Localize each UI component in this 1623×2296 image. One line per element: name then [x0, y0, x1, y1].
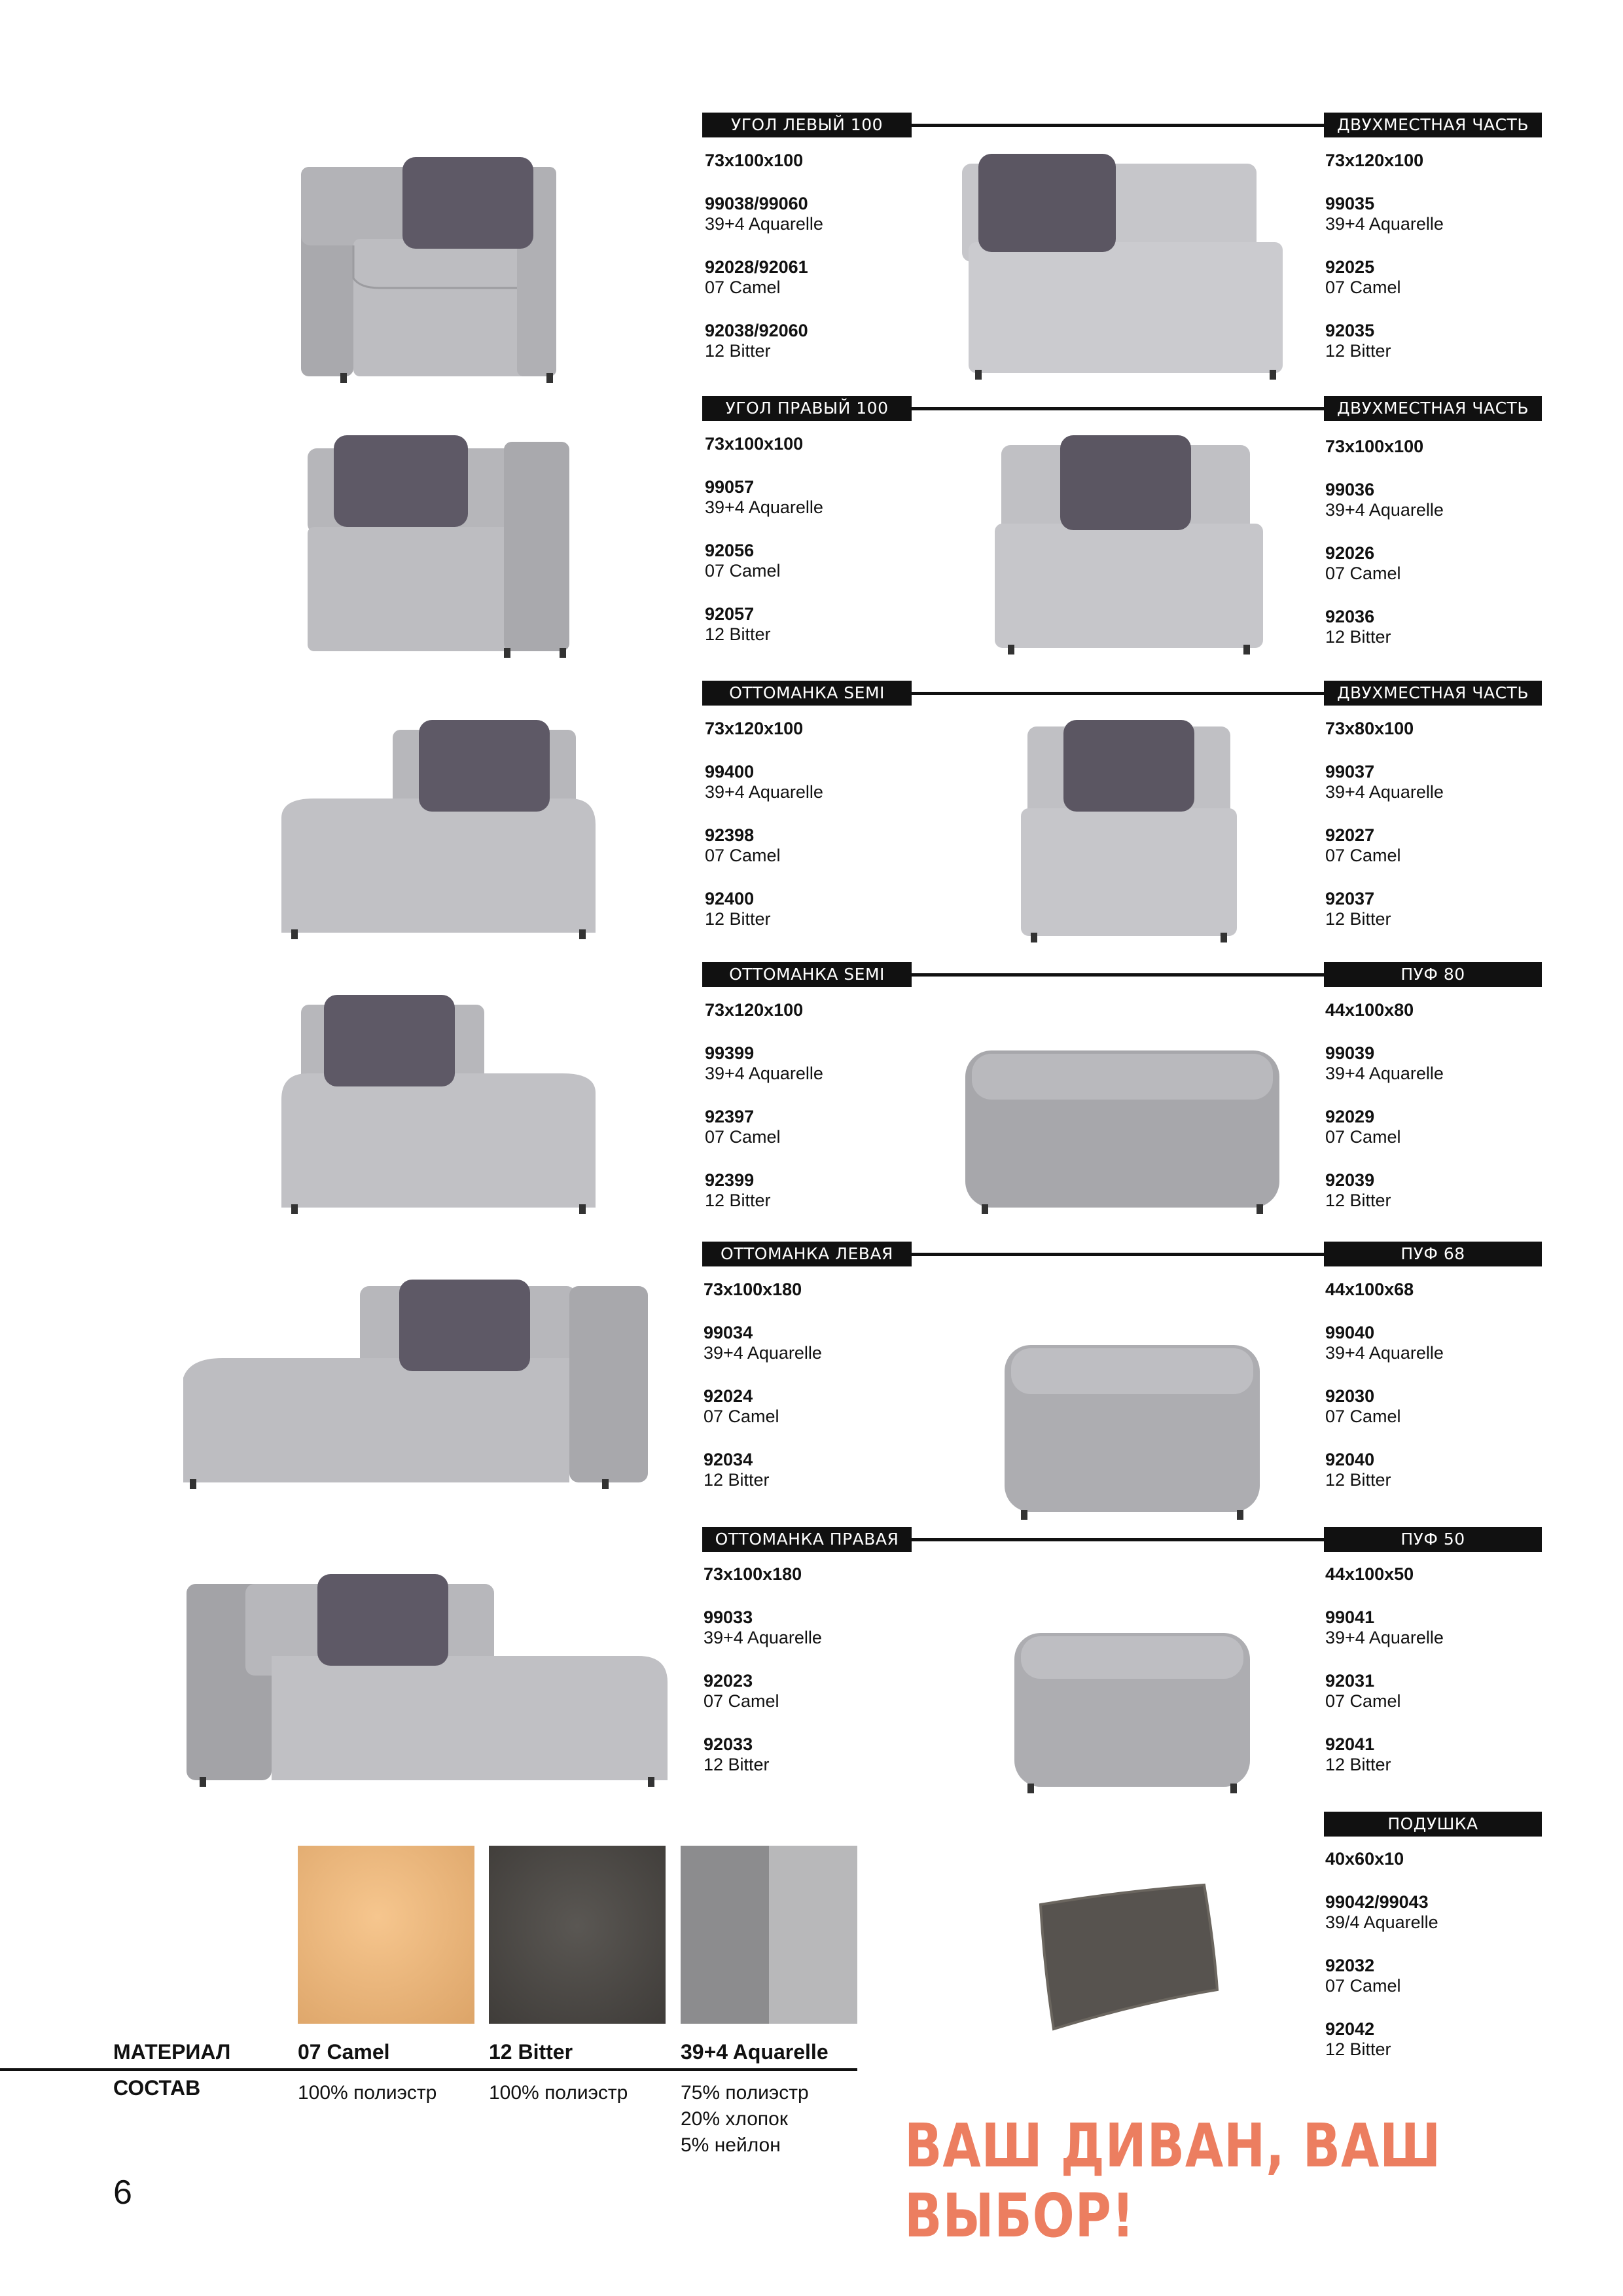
pouf-80-image — [962, 1044, 1283, 1221]
page-number: 6 — [113, 2174, 132, 2212]
fabric-name: 07 Camel — [705, 1127, 781, 1147]
fabric-name: 12 Bitter — [704, 1470, 770, 1490]
composition-aquarelle — [681, 2080, 809, 2159]
fabric-name: 39+4 Aquarelle — [705, 782, 823, 802]
two-seat-80-image — [1014, 717, 1243, 946]
article-code: 92032 — [1325, 1956, 1375, 1975]
article-code: 92037 — [1325, 889, 1375, 908]
article-code: 92035 — [1325, 321, 1375, 340]
spec-block — [1325, 151, 1444, 361]
header-rule — [912, 1538, 1324, 1541]
fabric-name: 39+4 Aquarelle — [1325, 1628, 1444, 1647]
two-seat-120-image — [962, 151, 1302, 386]
dimensions: 73x100x180 — [704, 1280, 802, 1299]
spec-block — [1325, 1280, 1444, 1490]
product-title: ДВУХМЕСТНАЯ ЧАСТЬ 100 — [1324, 396, 1542, 421]
material-name: 12 Bitter — [489, 2040, 573, 2064]
product-title: ДВУХМЕСТНАЯ ЧАСТЬ 120 — [1324, 113, 1542, 137]
article-code: 92023 — [704, 1671, 753, 1691]
article-code: 99057 — [705, 477, 755, 497]
article-code: 99034 — [704, 1323, 753, 1342]
fabric-name: 07 Camel — [704, 1691, 779, 1711]
product-title: ОТТОМАНКА ЛЕВАЯ — [702, 1242, 912, 1266]
dimensions: 44x100x80 — [1325, 1000, 1414, 1020]
dimensions: 44x100x68 — [1325, 1280, 1414, 1299]
pouf-50-image — [1011, 1630, 1253, 1800]
composition-label: СОСТАВ — [113, 2076, 201, 2100]
pillow-image — [1027, 1872, 1224, 2042]
fabric-name: 39+4 Aquarelle — [1325, 1064, 1444, 1083]
fabric-name: 12 Bitter — [1325, 627, 1391, 647]
spec-block — [705, 434, 823, 645]
fabric-name: 39+4 Aquarelle — [705, 497, 823, 517]
composition-line: 75% полиэстр — [681, 2082, 809, 2104]
spec-block — [1325, 719, 1444, 929]
ottoman-left-image — [177, 1280, 668, 1502]
article-code: 92024 — [704, 1386, 753, 1406]
composition-line: 100% полиэстр — [489, 2082, 628, 2104]
dimensions: 40x60x10 — [1325, 1849, 1404, 1869]
material-name: 39+4 Aquarelle — [681, 2040, 829, 2064]
article-code: 92036 — [1325, 607, 1375, 626]
article-code: 92400 — [705, 889, 755, 908]
spec-block — [1325, 1000, 1444, 1211]
fabric-name: 39+4 Aquarelle — [1325, 214, 1444, 234]
fabric-name: 07 Camel — [705, 561, 781, 581]
spec-block — [1325, 1849, 1438, 2060]
swatch-bitter — [489, 1846, 666, 2024]
article-code: 92038/92060 — [705, 321, 808, 340]
material-name: 07 Camel — [298, 2040, 390, 2064]
article-code: 99038/99060 — [705, 194, 808, 213]
fabric-name: 12 Bitter — [1325, 341, 1391, 361]
pouf-68-image — [1001, 1338, 1263, 1528]
article-code: 99039 — [1325, 1043, 1375, 1063]
article-code: 92031 — [1325, 1671, 1375, 1691]
fabric-name: 39+4 Aquarelle — [1325, 500, 1444, 520]
dimensions: 73x100x100 — [705, 434, 804, 454]
materials-rule — [0, 2068, 857, 2071]
material-label: МАТЕРИАЛ — [113, 2040, 231, 2064]
dimensions: 44x100x50 — [1325, 1564, 1414, 1584]
product-title: ДВУХМЕСТНАЯ ЧАСТЬ 80 — [1324, 681, 1542, 706]
fabric-name: 07 Camel — [1325, 278, 1401, 297]
dimensions: 73x100x100 — [1325, 437, 1424, 456]
article-code: 92034 — [704, 1450, 753, 1469]
fabric-name: 07 Camel — [1325, 846, 1401, 865]
spec-block — [1325, 1564, 1444, 1775]
article-code: 92029 — [1325, 1107, 1375, 1126]
fabric-name: 07 Camel — [1325, 1691, 1401, 1711]
fabric-name: 39+4 Aquarelle — [1325, 1343, 1444, 1363]
fabric-name: 12 Bitter — [705, 624, 771, 644]
fabric-name: 39/4 Aquarelle — [1325, 1912, 1438, 1932]
article-code: 92026 — [1325, 543, 1375, 563]
article-code: 92397 — [705, 1107, 755, 1126]
article-code: 99036 — [1325, 480, 1375, 499]
article-code: 92056 — [705, 541, 755, 560]
article-code: 99400 — [705, 762, 755, 781]
composition-line: 100% полиэстр — [298, 2082, 437, 2104]
spec-block — [705, 719, 823, 929]
fabric-name: 07 Camel — [704, 1407, 779, 1426]
fabric-name: 12 Bitter — [1325, 1191, 1391, 1210]
article-code: 92042 — [1325, 2019, 1375, 2039]
article-code: 92028/92061 — [705, 257, 808, 277]
fabric-name: 39+4 Aquarelle — [704, 1343, 822, 1363]
article-code: 92025 — [1325, 257, 1375, 277]
article-code: 99033 — [704, 1607, 753, 1627]
corner-right-image — [294, 429, 576, 664]
fabric-name: 07 Camel — [1325, 1127, 1401, 1147]
fabric-name: 39+4 Aquarelle — [704, 1628, 822, 1647]
article-code: 99399 — [705, 1043, 755, 1063]
composition-line: 5% нейлон — [681, 2134, 781, 2156]
header-rule — [912, 692, 1324, 695]
article-code: 92039 — [1325, 1170, 1375, 1190]
fabric-name: 12 Bitter — [705, 909, 771, 929]
article-code: 99037 — [1325, 762, 1375, 781]
two-seat-100-image — [988, 432, 1270, 658]
article-code: 92399 — [705, 1170, 755, 1190]
article-code: 92033 — [704, 1734, 753, 1754]
product-title: ОТТОМАНКА SEMI ЛЕВАЯ — [702, 681, 912, 706]
composition-line: 20% хлопок — [681, 2108, 788, 2130]
fabric-name: 07 Camel — [1325, 1407, 1401, 1426]
spec-block — [705, 1000, 823, 1211]
dimensions: 73x100x100 — [705, 151, 804, 170]
dimensions: 73x80x100 — [1325, 719, 1414, 738]
composition-camel — [298, 2080, 437, 2106]
fabric-name: 12 Bitter — [705, 341, 771, 361]
article-code: 92041 — [1325, 1734, 1375, 1754]
product-title: ПОДУШКА — [1324, 1812, 1542, 1837]
article-code: 99042/99043 — [1325, 1892, 1429, 1912]
spec-block — [704, 1564, 822, 1775]
ottoman-right-image — [180, 1571, 677, 1800]
article-code: 99035 — [1325, 194, 1375, 213]
fabric-name: 07 Camel — [705, 278, 781, 297]
fabric-name: 39+4 Aquarelle — [1325, 782, 1444, 802]
swatch-aquarelle — [681, 1846, 857, 2024]
product-title: УГОЛ ПРАВЫЙ 100 — [702, 396, 912, 421]
ottoman-semi-right-image — [275, 995, 602, 1221]
header-rule — [912, 1253, 1324, 1256]
header-rule — [912, 407, 1324, 410]
product-title: ПУФ 50 — [1324, 1527, 1542, 1552]
slogan: ВАШ ДИВАН, ВАШ ВЫБОР! — [904, 2111, 1442, 2251]
fabric-name: 07 Camel — [705, 846, 781, 865]
header-rule — [912, 124, 1324, 127]
article-code: 92057 — [705, 604, 755, 624]
swatch-camel — [298, 1846, 474, 2024]
product-title: ОТТОМАНКА ПРАВАЯ — [702, 1527, 912, 1552]
dimensions: 73x120x100 — [705, 1000, 804, 1020]
article-code: 92030 — [1325, 1386, 1375, 1406]
article-code: 99041 — [1325, 1607, 1375, 1627]
composition-bitter — [489, 2080, 628, 2106]
fabric-name: 39+4 Aquarelle — [705, 214, 823, 234]
corner-left-image — [294, 147, 563, 389]
fabric-name: 12 Bitter — [1325, 909, 1391, 929]
dimensions: 73x100x180 — [704, 1564, 802, 1584]
dimensions: 73x120x100 — [705, 719, 804, 738]
fabric-name: 07 Camel — [1325, 1976, 1401, 1996]
fabric-name: 12 Bitter — [704, 1755, 770, 1774]
article-code: 92398 — [705, 825, 755, 845]
fabric-name: 12 Bitter — [1325, 1755, 1391, 1774]
article-code: 92027 — [1325, 825, 1375, 845]
fabric-name: 12 Bitter — [705, 1191, 771, 1210]
product-title: ПУФ 80 — [1324, 962, 1542, 987]
article-code: 99040 — [1325, 1323, 1375, 1342]
dimensions: 73x120x100 — [1325, 151, 1424, 170]
product-title: ПУФ 68 — [1324, 1242, 1542, 1266]
article-code: 92040 — [1325, 1450, 1375, 1469]
spec-block — [704, 1280, 822, 1490]
fabric-name: 12 Bitter — [1325, 2039, 1391, 2059]
fabric-name: 07 Camel — [1325, 564, 1401, 583]
product-title: ОТТОМАНКА SEMI ПРАВАЯ — [702, 962, 912, 987]
ottoman-semi-left-image — [275, 720, 602, 946]
header-rule — [912, 973, 1324, 977]
fabric-name: 39+4 Aquarelle — [705, 1064, 823, 1083]
spec-block — [705, 151, 823, 361]
fabric-name: 12 Bitter — [1325, 1470, 1391, 1490]
spec-block — [1325, 437, 1444, 647]
product-title: УГОЛ ЛЕВЫЙ 100 — [702, 113, 912, 137]
